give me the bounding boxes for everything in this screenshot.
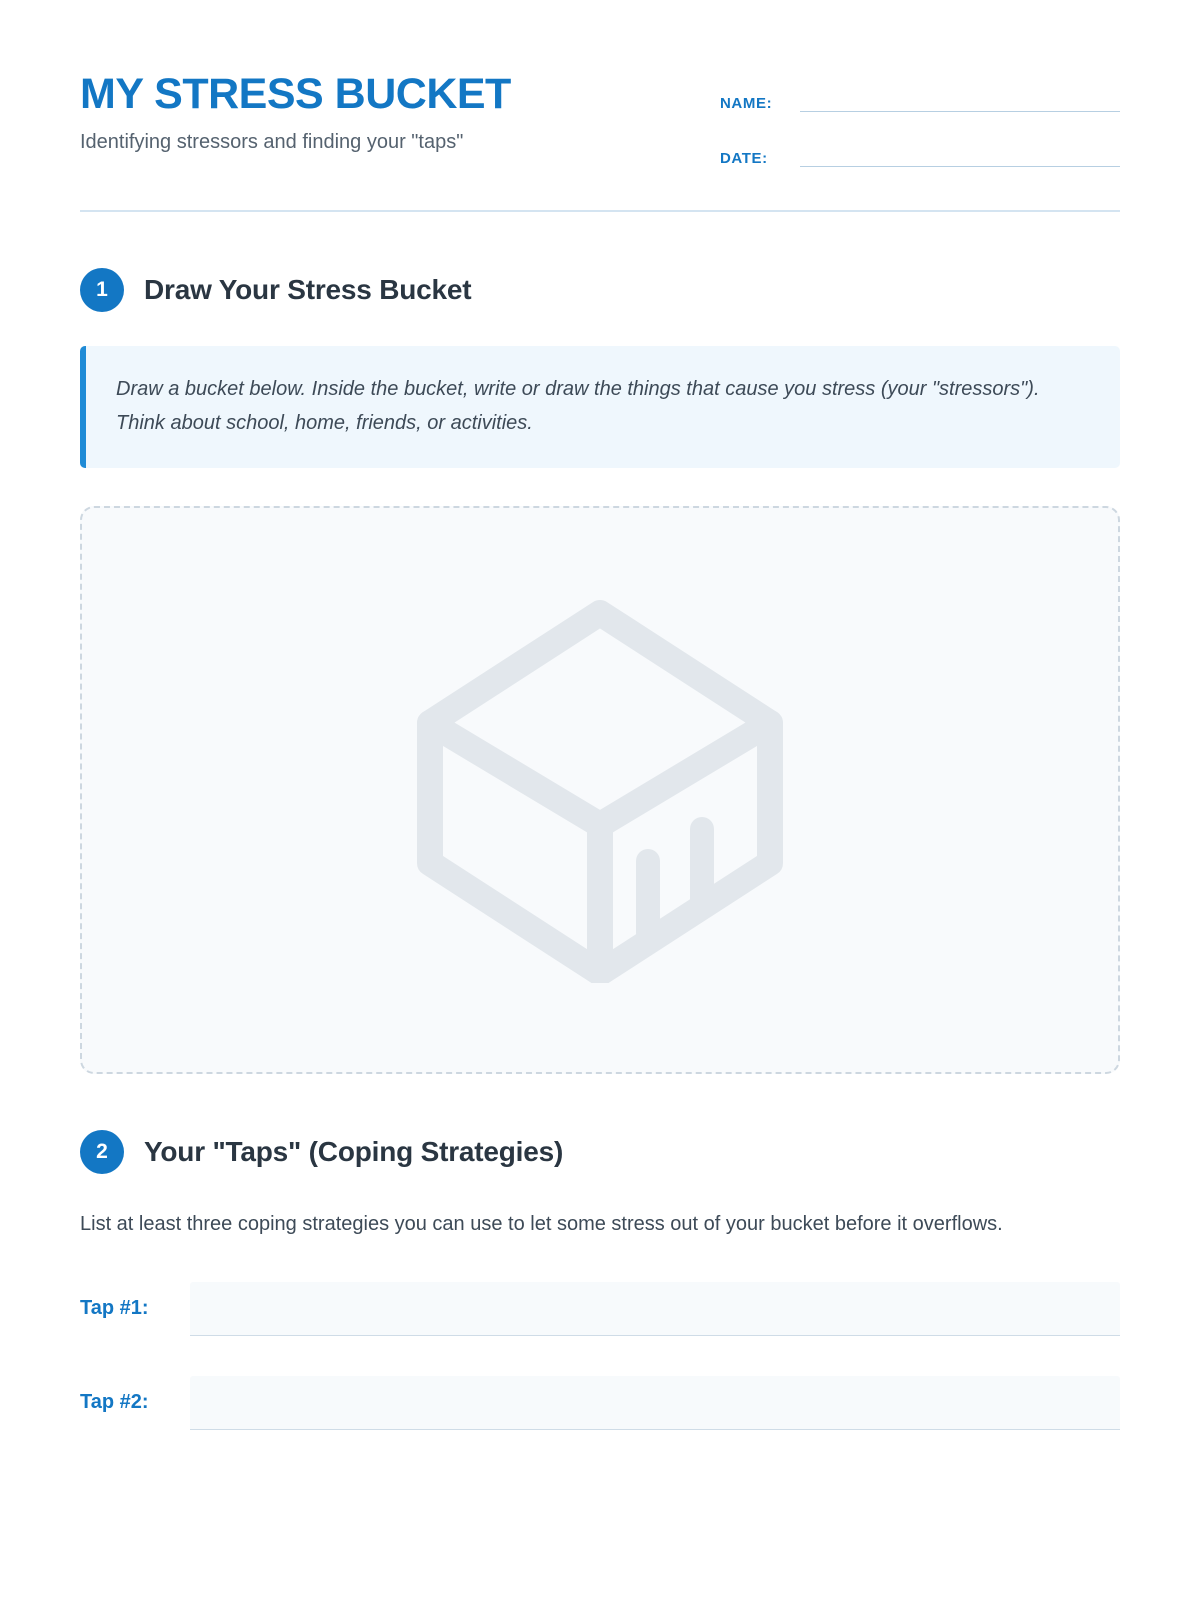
section-1-title: Draw Your Stress Bucket — [144, 273, 472, 305]
callout-text: Draw a bucket below. Inside the bucket, write or draw the things that cause you stress (your "stressors"). Think about school, home, friends, or activities. — [116, 377, 1040, 434]
header-divider — [80, 210, 1120, 212]
step-badge-1: 1 — [80, 268, 124, 312]
section-2-header — [80, 1130, 1120, 1174]
title-block — [80, 72, 511, 154]
section-1-header — [80, 268, 1120, 312]
tap-1-input[interactable] — [190, 1282, 1120, 1336]
date-label: DATE: — [720, 150, 768, 167]
date-input[interactable] — [800, 145, 1120, 167]
section-taps — [80, 1130, 1120, 1430]
page-subtitle: Identifying stressors and finding your "taps" — [80, 131, 464, 154]
tap-row-1 — [80, 1282, 1120, 1336]
tap-2-input[interactable] — [190, 1376, 1120, 1430]
meta-block — [720, 72, 1120, 200]
page-title: MY STRESS BUCKET — [80, 70, 511, 118]
worksheet-header — [80, 0, 1120, 200]
tap-1-label: Tap #1: — [80, 1297, 149, 1320]
tap-2-label: Tap #2: — [80, 1391, 149, 1414]
tap-row-2 — [80, 1376, 1120, 1430]
bucket-icon — [410, 593, 790, 988]
bucket-drawing-area[interactable] — [80, 506, 1120, 1074]
name-row — [720, 90, 1120, 112]
name-label: NAME: — [720, 95, 773, 112]
section-2-intro: List at least three coping strategies you can use to let some stress out of your bucket before it overflows. — [80, 1213, 1003, 1236]
section-2-title: Your "Taps" (Coping Strategies) — [144, 1136, 564, 1168]
section-draw-bucket — [80, 268, 1120, 1075]
section-1-callout — [80, 346, 1120, 469]
step-badge-2: 2 — [80, 1130, 124, 1174]
date-row — [720, 145, 1120, 167]
name-input[interactable] — [800, 90, 1120, 112]
